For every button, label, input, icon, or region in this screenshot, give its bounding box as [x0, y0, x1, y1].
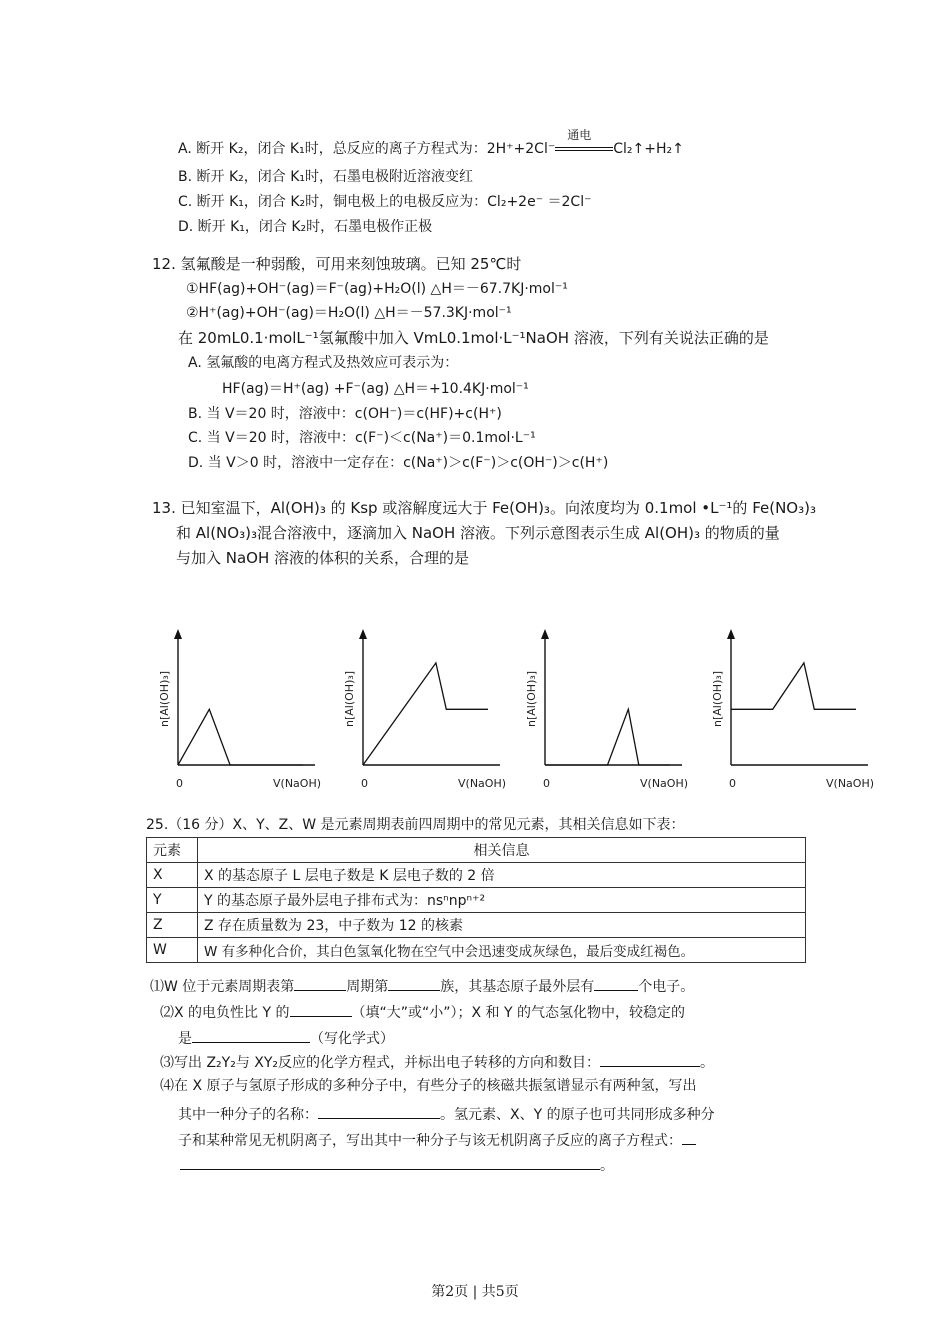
q25-part-4-text-e: 。 — [600, 1158, 614, 1174]
y-axis-arrow — [359, 629, 367, 639]
series-line — [731, 663, 856, 709]
q25-part-2-text-b: （填“大”或“小”）；X 和 Y 的气态氢化物中，较稳定的 — [351, 1005, 686, 1021]
table-cell: Y 的基态原子最外层电子排布式为：nsⁿnpⁿ⁺² — [198, 888, 806, 913]
q12-reaction-2: ②H⁺(ag)+OH⁻(ag)＝H₂O(l) △H＝－57.3KJ·mol⁻¹ — [186, 305, 512, 321]
table-cell: Z — [147, 913, 198, 938]
q25-part-1-text-d: 个电子。 — [638, 979, 695, 995]
q13-line-2: 和 Al(NO₃)₃混合溶液中，逐滴加入 NaOH 溶液。下列示意图表示生成 Al(OH)₃ 的物质的量 — [176, 524, 780, 542]
arrow-condition-label: 通电 — [567, 128, 592, 142]
origin-label: 0 — [361, 777, 368, 790]
q12-option-d: D. 当 V＞0 时，溶液中一定存在：c(Na⁺)＞c(F⁻)＞c(OH⁻)＞c(H⁺) — [188, 455, 609, 471]
chart-4 — [703, 615, 888, 795]
q25-part-2-text-d: （写化学式） — [310, 1031, 394, 1047]
x-axis-label: V(NaOH) — [640, 777, 689, 790]
q25-part-3-text-a: ⑶写出 Z₂Y₂与 XY₂反应的化学方程式，并标出电子转移的方向和数目： — [160, 1055, 601, 1071]
q13-line-3: 与加入 NaOH 溶液的体积的关系，合理的是 — [176, 549, 470, 567]
origin-label: 0 — [543, 777, 550, 790]
q25-part-4-line-2 — [178, 1104, 715, 1124]
answer-blank[interactable] — [682, 1130, 696, 1145]
origin-label: 0 — [729, 777, 736, 790]
q25-part-4-text-d: 子和某种常见无机阴离子，写出其中一种分子与该无机阴离子反应的离子方程式： — [178, 1133, 682, 1149]
origin-label: 0 — [176, 777, 183, 790]
table-cell: W — [147, 938, 198, 963]
element-info-table — [146, 837, 806, 963]
q12-option-b: B. 当 V＝20 时，溶液中：c(OH⁻)＝c(HF)+c(H⁺) — [188, 406, 502, 422]
table-cell: X — [147, 863, 198, 888]
q25-part-1-text-a: ⑴W 位于元素周期表第 — [150, 979, 295, 995]
answer-blank[interactable] — [318, 1104, 440, 1119]
x-axis-label: V(NaOH) — [458, 777, 507, 790]
arrow-condition — [555, 128, 613, 156]
table-header-cell: 相关信息 — [198, 838, 806, 863]
y-axis-label: n[Al(OH)₃] — [343, 670, 356, 727]
answer-blank[interactable] — [388, 976, 440, 991]
chart-3 — [517, 615, 697, 795]
series-line — [363, 663, 488, 765]
y-axis-label: n[Al(OH)₃] — [525, 670, 538, 727]
q11-option-a-tail: Cl₂↑+H₂↑ — [613, 141, 684, 157]
q25-part-3-text-b: 。 — [700, 1055, 715, 1071]
series-line — [545, 709, 670, 765]
q25-part-2-text-c: 是 — [178, 1031, 192, 1047]
answer-blank[interactable] — [180, 1155, 600, 1170]
table-row — [147, 888, 806, 913]
q25-part-1 — [150, 976, 694, 996]
y-axis-label: n[Al(OH)₃] — [711, 670, 724, 727]
table-cell: X 的基态原子 L 层电子数是 K 层电子数的 2 倍 — [198, 863, 806, 888]
series-line — [178, 709, 303, 765]
q12-reaction-1: ①HF(ag)+OH⁻(ag)＝F⁻(ag)+H₂O(l) △H＝－67.7KJ·mol⁻¹ — [186, 281, 568, 297]
q25-part-1-text-c: 族，其基态原子最外层有 — [440, 979, 595, 995]
page-footer: 第2页 | 共5页 — [431, 1284, 519, 1300]
q25-part-4-line-4 — [180, 1155, 614, 1175]
table-header-row — [147, 838, 806, 863]
table-cell: Y — [147, 888, 198, 913]
table-header-cell: 元素 — [147, 838, 198, 863]
table-cell: Z 存在质量数为 23，中子数为 12 的核素 — [198, 913, 806, 938]
answer-blank[interactable] — [192, 1028, 310, 1043]
q25-part-1-text-b: 周期第 — [346, 979, 389, 995]
q13-line-1: 13. 已知室温下，Al(OH)₃ 的 Ksp 或溶解度远大于 Fe(OH)₃。向浓度均为 0.1mol •L⁻¹的 Fe(NO₃)₃ — [152, 499, 816, 517]
answer-blank[interactable] — [594, 976, 638, 991]
table-row — [147, 938, 806, 963]
q25-part-2-text-a: ⑵X 的电负性比 Y 的 — [160, 1005, 290, 1021]
table-row — [147, 863, 806, 888]
q12-condition: 在 20mL0.1·molL⁻¹氢氟酸中加入 VmL0.1mol·L⁻¹NaOH 溶液，下列有关说法正确的是 — [178, 329, 769, 347]
q25-part-4-text-b: 其中一种分子的名称： — [178, 1107, 318, 1123]
q12-option-a: A. 氢氟酸的电离方程式及热效应可表示为： — [188, 355, 459, 371]
answer-blank[interactable] — [290, 1002, 352, 1017]
answer-blank[interactable] — [294, 976, 346, 991]
y-axis-arrow — [727, 629, 735, 639]
q25-stem: 25.（16 分）X、Y、Z、W 是元素周期表前四周期中的常见元素，其相关信息如下表： — [146, 817, 685, 833]
q12-stem: 12. 氢氟酸是一种弱酸，可用来刻蚀玻璃。已知 25℃时 — [152, 255, 522, 273]
x-axis-label: V(NaOH) — [826, 777, 875, 790]
chart-1 — [150, 615, 330, 795]
y-axis-label: n[Al(OH)₃] — [158, 670, 171, 727]
q11-option-c: C. 断开 K₁，闭合 K₂时，铜电极上的电极反应为：Cl₂+2e⁻ ＝2Cl⁻ — [178, 194, 592, 210]
q11-option-a-text: A. 断开 K₂，闭合 K₁时，总反应的离子方程式为：2H⁺+2Cl⁻ — [178, 141, 556, 157]
q12-option-a-equation: HF(ag)＝H⁺(ag) +F⁻(ag) △H＝+10.4KJ·mol⁻¹ — [222, 381, 529, 397]
q12-option-c: C. 当 V＝20 时，溶液中：c(F⁻)＜c(Na⁺)＝0.1mol·L⁻¹ — [188, 430, 536, 446]
y-axis-arrow — [541, 629, 549, 639]
q25-part-2-cont — [178, 1028, 394, 1048]
q11-option-d: D. 断开 K₁，闭合 K₂时，石墨电极作正极 — [178, 219, 433, 235]
q25-part-4-text-c: 。氢元素、X、Y 的原子也可共同形成多种分 — [440, 1107, 715, 1123]
q25-part-4: ⑷在 X 原子与氢原子形成的多种分子中，有些分子的核磁共振氢谱显示有两种氢，写出 — [160, 1078, 697, 1094]
y-axis-arrow — [174, 629, 182, 639]
chart-2 — [335, 615, 515, 795]
q25-part-3 — [160, 1052, 714, 1072]
table-cell: W 有多种化合价，其白色氢氧化物在空气中会迅速变成灰绿色，最后变成红褐色。 — [198, 938, 806, 963]
q25-part-2 — [160, 1002, 685, 1022]
x-axis-label: V(NaOH) — [273, 777, 322, 790]
table-row — [147, 913, 806, 938]
q11-option-a — [178, 128, 684, 158]
q25-part-4-line-3 — [178, 1130, 696, 1150]
answer-blank[interactable] — [600, 1052, 700, 1067]
q11-option-b: B. 断开 K₂，闭合 K₁时，石墨电极附近溶液变红 — [178, 169, 473, 185]
